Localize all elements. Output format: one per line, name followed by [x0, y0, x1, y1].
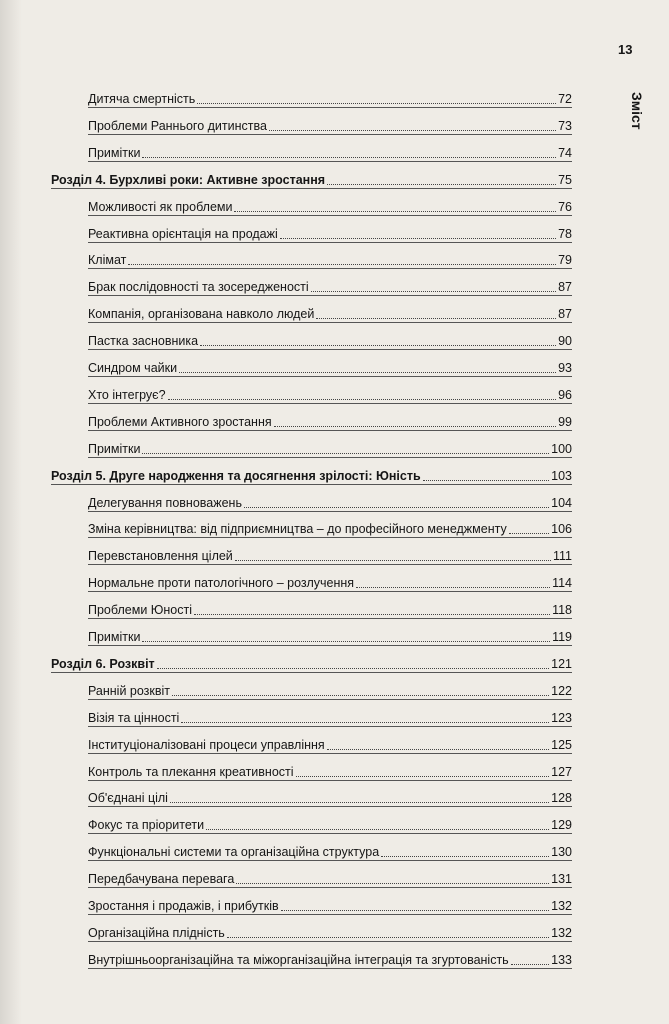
- entry-page-number: 114: [552, 576, 572, 591]
- dot-leader: [206, 828, 549, 830]
- entry-title: Нормальне проти патологічного – розлучення: [88, 576, 355, 591]
- dot-leader: [179, 371, 556, 373]
- entry-page-number: 132: [551, 899, 572, 913]
- entry-page-number: 100: [551, 441, 572, 456]
- dot-leader: [142, 640, 550, 642]
- dot-leader: [423, 479, 549, 481]
- entry-page-number: 72: [558, 92, 572, 106]
- entry-title: Клімат: [88, 253, 127, 268]
- toc-entry: [88, 699, 572, 725]
- entry-title: Хто інтегрує?: [88, 387, 166, 402]
- entry-title: Розділ 6. Розквіт: [51, 656, 155, 671]
- entry-page-number: 122: [551, 683, 572, 698]
- toc-chapter-entry: [51, 457, 572, 483]
- toc-entry: [88, 914, 572, 940]
- toc-entry: [88, 591, 572, 617]
- entry-title: Об'єднані цілі: [88, 791, 168, 806]
- toc-entry: [88, 134, 572, 160]
- dot-leader: [157, 667, 549, 669]
- entry-title: Делегування повноважень: [88, 495, 242, 510]
- dot-leader: [236, 882, 549, 884]
- dot-leader: [244, 506, 549, 508]
- book-gutter-shadow: [0, 0, 22, 1024]
- toc-entry: [88, 564, 572, 590]
- entry-title: Фокус та пріоритети: [88, 818, 205, 833]
- toc-entry: [88, 107, 572, 133]
- toc-entry: [88, 403, 572, 429]
- toc-entry: [88, 618, 572, 644]
- dot-leader: [381, 855, 549, 857]
- entry-page-number: 128: [551, 791, 572, 806]
- entry-page-number: 74: [558, 145, 572, 160]
- entry-page-number: 106: [551, 522, 572, 537]
- entry-title: Можливості як проблеми: [88, 199, 233, 214]
- entry-title: Організаційна плідність: [88, 925, 225, 940]
- dot-leader: [128, 263, 556, 265]
- dot-leader: [227, 936, 549, 938]
- toc-entry: [88, 887, 572, 913]
- entry-page-number: 121: [551, 656, 572, 671]
- dot-leader: [142, 452, 549, 454]
- toc-entry: [88, 833, 572, 859]
- entry-title: Передбачувана перевага: [88, 872, 235, 887]
- entry-page-number: 125: [551, 737, 572, 752]
- entry-divider: [88, 968, 572, 969]
- entry-page-number: 104: [551, 495, 572, 510]
- entry-page-number: 119: [552, 630, 572, 644]
- dot-leader: [327, 748, 549, 750]
- entry-title: Компанія, організована навколо людей: [88, 307, 315, 322]
- entry-title: Перевстановлення цілей: [88, 549, 233, 564]
- dot-leader: [327, 183, 556, 185]
- entry-page-number: 87: [558, 307, 572, 322]
- toc-entry: [88, 430, 572, 456]
- entry-title: Функціональні системи та організаційна структура: [88, 845, 380, 860]
- dot-leader: [234, 210, 556, 212]
- entry-page-number: 130: [551, 845, 572, 860]
- toc-entry: [88, 484, 572, 510]
- entry-title: Синдром чайки: [88, 361, 178, 375]
- entry-title: Пастка засновника: [88, 334, 199, 349]
- entry-page-number: 132: [551, 925, 572, 940]
- entry-page-number: 87: [558, 280, 572, 295]
- entry-title: Проблеми Активного зростання: [88, 414, 272, 429]
- entry-title: Реактивна орієнтація на продажі: [88, 226, 278, 241]
- entry-page-number: 127: [551, 764, 572, 779]
- entry-title: Примітки: [88, 145, 141, 160]
- dot-leader: [316, 317, 556, 319]
- toc-entry: [88, 726, 572, 752]
- entry-title: Проблеми Раннього дитинства: [88, 118, 267, 133]
- dot-leader: [356, 586, 550, 588]
- entry-page-number: 111: [552, 549, 572, 564]
- dot-leader: [311, 290, 556, 292]
- entry-title: Зміна керівництва: від підприємництва – до професійного менеджменту: [88, 522, 507, 537]
- entry-title: Примітки: [88, 630, 141, 644]
- entry-title: Ранній розквіт: [88, 683, 171, 698]
- entry-title: Інституціоналізовані процеси управління: [88, 737, 325, 752]
- entry-page-number: 133: [551, 952, 572, 967]
- toc-entry: [88, 241, 572, 267]
- dot-leader: [197, 102, 556, 104]
- toc-entry: [88, 941, 572, 967]
- entry-page-number: 78: [558, 226, 572, 241]
- entry-title: Проблеми Юності: [88, 603, 193, 618]
- toc-entry: [88, 322, 572, 348]
- dot-leader: [142, 156, 556, 158]
- entry-page-number: 118: [552, 603, 572, 618]
- toc-entry: [88, 295, 572, 321]
- dot-leader: [280, 237, 556, 239]
- entry-title: Дитяча смертність: [88, 92, 196, 106]
- dot-leader: [281, 909, 550, 911]
- entry-page-number: 123: [551, 710, 572, 725]
- entry-title: Зростання і продажів, і прибутків: [88, 899, 279, 913]
- dot-leader: [274, 425, 556, 427]
- toc-chapter-entry: [51, 161, 572, 187]
- entry-title: Брак послідовності та зосередженості: [88, 280, 309, 295]
- dot-leader: [200, 344, 556, 346]
- toc-entry: [88, 537, 572, 563]
- entry-title: Примітки: [88, 441, 141, 456]
- toc-entry: [88, 860, 572, 886]
- section-label: Зміст: [629, 92, 645, 130]
- toc-entry: [88, 510, 572, 536]
- dot-leader: [269, 129, 556, 131]
- dot-leader: [511, 963, 549, 965]
- entry-page-number: 129: [551, 818, 572, 833]
- toc-entry: [88, 376, 572, 402]
- toc-entry: [88, 268, 572, 294]
- toc-entry: [88, 188, 572, 214]
- entry-title: Внутрішньоорганізаційна та міжорганізаційна інтеграція та згуртованість: [88, 952, 509, 967]
- dot-leader: [170, 801, 549, 803]
- toc-entry: [88, 672, 572, 698]
- entry-page-number: 73: [558, 118, 572, 133]
- entry-page-number: 131: [551, 872, 572, 887]
- entry-page-number: 76: [558, 199, 572, 214]
- dot-leader: [509, 532, 549, 534]
- dot-leader: [194, 613, 550, 615]
- dot-leader: [235, 559, 551, 561]
- entry-title: Візія та цінності: [88, 710, 180, 725]
- toc-chapter-entry: [51, 645, 572, 671]
- toc-entry: [88, 349, 572, 375]
- page-number: 13: [618, 42, 633, 57]
- entry-title: Розділ 4. Бурхливі роки: Активне зростання: [51, 172, 326, 187]
- toc-entry: [88, 806, 572, 832]
- entry-page-number: 103: [551, 468, 572, 483]
- entry-page-number: 79: [558, 253, 572, 268]
- dot-leader: [296, 775, 550, 777]
- dot-leader: [172, 694, 549, 696]
- entry-page-number: 99: [558, 414, 572, 429]
- dot-leader: [181, 721, 549, 723]
- entry-page-number: 96: [558, 387, 572, 402]
- toc-entry: [88, 779, 572, 805]
- entry-title: Контроль та плекання креативності: [88, 764, 294, 779]
- dot-leader: [168, 398, 557, 400]
- toc-entry: [88, 215, 572, 241]
- toc-entry: [88, 753, 572, 779]
- entry-page-number: 75: [558, 172, 572, 187]
- entry-title: Розділ 5. Друге народження та досягнення зрілості: Юність: [51, 468, 421, 483]
- entry-page-number: 93: [558, 361, 572, 375]
- toc-entry: [88, 80, 572, 106]
- entry-page-number: 90: [558, 334, 572, 349]
